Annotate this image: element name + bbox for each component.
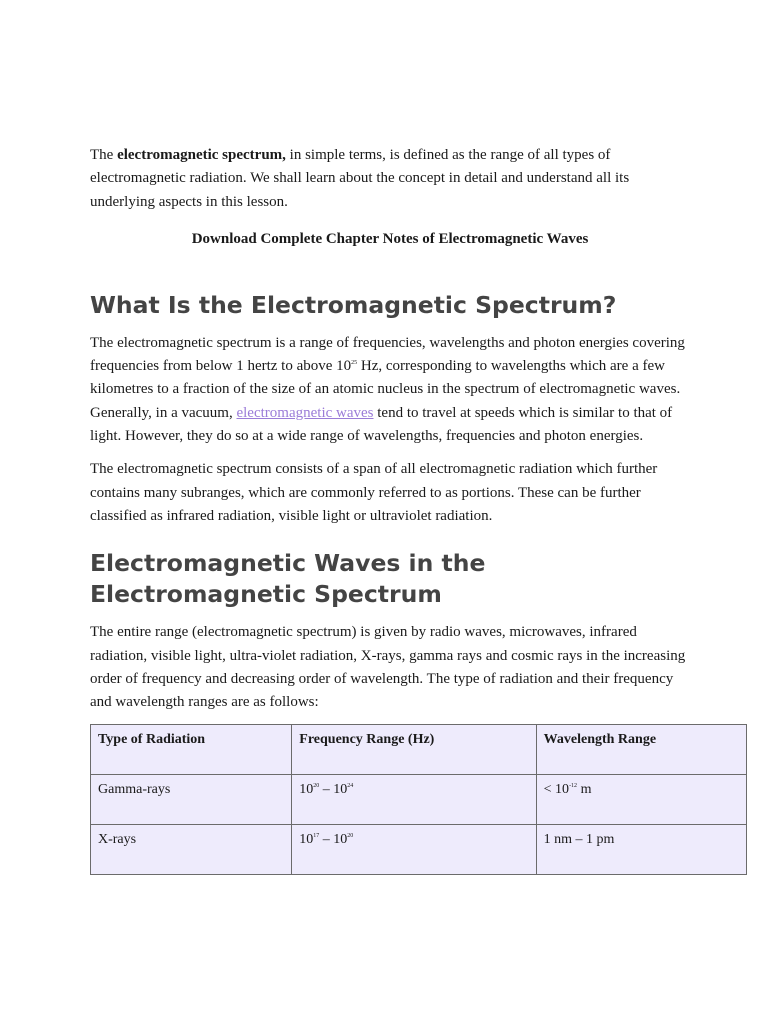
heading-what-is-spectrum: What Is the Electromagnetic Spectrum?: [90, 290, 617, 319]
table-row: [91, 825, 747, 875]
intro-rest: in simple terms, is defined as the range of all types of electromagnetic radiation. We shall learn about the concept in detail and understand all its underlying aspects in this lesson.: [90, 147, 630, 210]
freq-base: 10: [333, 782, 348, 798]
cell-frequency: [292, 775, 536, 825]
header-type: Type of Radiation: [91, 725, 292, 775]
freq-base: 10: [333, 832, 348, 848]
spectrum-range-paragraph: The entire range (electromagnetic spectrum) is given by radio waves, microwaves, infrared radiation, visible light, ultra-violet radiation, X-rays, gamma rays and cosmic rays in the increasing order of frequency and decreasing order of wavelength. The type of radiation and their frequency and wavelength ranges are as follows:: [90, 624, 686, 711]
freq-exponent: 20: [313, 783, 320, 790]
download-notes-link[interactable]: Download Complete Chapter Notes of Electromagnetic Waves: [191, 230, 589, 247]
cell-frequency: [292, 825, 536, 875]
freq-base: 10: [299, 832, 314, 848]
freq-exponent: 24: [347, 783, 354, 790]
freq-base: 10: [299, 782, 314, 798]
wave-prefix: < 10: [543, 782, 570, 798]
cell-type: X-rays: [91, 825, 292, 875]
definition-exponent: 25: [351, 360, 358, 367]
electromagnetic-waves-link[interactable]: electromagnetic waves: [236, 404, 374, 421]
freq-exponent: 17: [313, 833, 320, 840]
intro-paragraph: [90, 144, 690, 214]
intro-bold-term: electromagnetic spectrum,: [117, 147, 286, 163]
heading-line2: Electromagnetic Spectrum: [90, 580, 442, 609]
table-row: [91, 775, 747, 825]
freq-separator: –: [319, 782, 334, 798]
wave-exponent: -12: [569, 783, 578, 790]
freq-separator: –: [319, 832, 334, 848]
radiation-table: [90, 724, 747, 875]
definition-part3: tend to travel at speeds which is similar to that of light. However, they do so at a wide range of wavelengths, frequencies and photon energies.: [90, 404, 673, 445]
header-wavelength: Wavelength Range: [536, 725, 746, 775]
heading-line1: Electromagnetic Waves in the: [90, 549, 486, 578]
article-content: [90, 144, 690, 875]
cell-wavelength: [536, 775, 746, 825]
table-header-row: [91, 725, 747, 775]
intro-prefix: The: [90, 147, 118, 163]
freq-exponent: 20: [347, 833, 354, 840]
cell-wavelength: 1 nm – 1 pm: [536, 825, 746, 875]
wave-unit: m: [577, 782, 592, 798]
header-frequency: Frequency Range (Hz): [292, 725, 536, 775]
definition-part1: The electromagnetic spectrum is a range of frequencies, wavelengths and photon energies covering frequencies from below 1 hertz to above 10: [90, 334, 685, 375]
cell-type: Gamma-rays: [91, 775, 292, 825]
spectrum-definition-paragraph: [90, 332, 690, 448]
definition-part2: Hz, corresponding to wavelengths which are a few kilometres to a fraction of the size of an atomic nucleus in the spectrum of electromagnetic waves. Generally, in a vacuum,: [90, 358, 681, 421]
spectrum-subranges-paragraph: The electromagnetic spectrum consists of a span of all electromagnetic radiation which further contains many subranges, which are commonly referred to as portions. These can be further classified as infrared radiation, visible light or ultraviolet radiation.: [90, 461, 658, 524]
heading-em-waves-in-spectrum: [90, 548, 690, 610]
